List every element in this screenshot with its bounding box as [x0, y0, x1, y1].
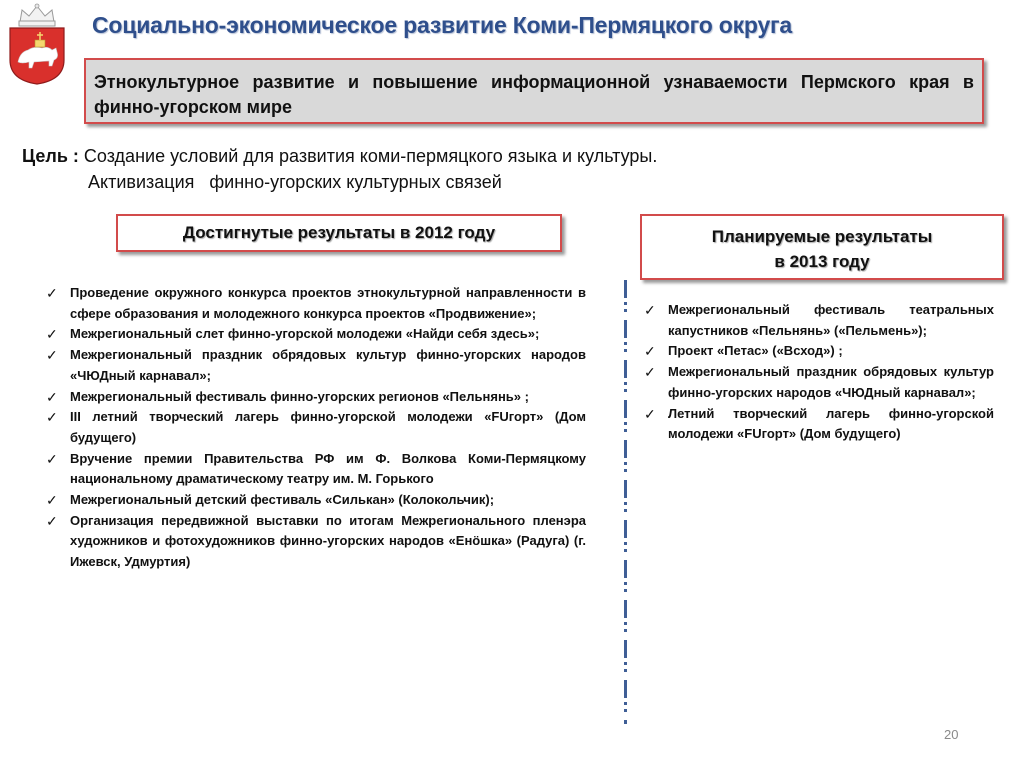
list-item: ✓ Межрегиональный фестиваль финно-угорских регионов «Пельнянь» ; — [40, 387, 586, 408]
checkmark-icon: ✓ — [644, 302, 656, 318]
divider-dot — [624, 622, 627, 625]
divider-dot — [624, 702, 627, 705]
planned-heading-line-2: в 2013 году — [774, 252, 870, 271]
divider-dash — [624, 520, 627, 538]
list-item: ✓ Проведение окружного конкурса проектов этнокультурной направленности в сфере образования и молодежного конкурса проектов «Продвижение»; — [46, 285, 586, 321]
divider-dot — [624, 709, 627, 712]
column-divider — [622, 280, 630, 724]
checkmark-icon: ✓ — [644, 343, 656, 360]
divider-dot — [624, 582, 627, 585]
divider-dash — [624, 560, 627, 578]
planned-results-heading — [640, 214, 1004, 280]
page-number: 20 — [944, 727, 959, 742]
divider-dot — [624, 662, 627, 665]
checkmark-icon: ✓ — [46, 347, 58, 364]
divider-dot — [624, 382, 627, 385]
achieved-results-list — [40, 283, 586, 573]
perm-krai-coat-of-arms-icon — [4, 2, 70, 86]
divider-dot — [624, 669, 627, 672]
list-item: ✓ III летний творческий лагерь финно-угорской молодежи «FUгорт» (Дом будущего) — [46, 409, 586, 445]
divider-dot — [624, 309, 627, 312]
checkmark-icon: ✓ — [46, 450, 58, 467]
divider-dash — [624, 400, 627, 418]
divider-dash — [624, 640, 627, 658]
divider-dash — [624, 360, 627, 378]
divider-dot — [624, 502, 627, 505]
list-item: ✓ Межрегиональный слет финно-угорской молодежи «Найди себя здесь»; — [40, 324, 586, 345]
divider-dot — [624, 429, 627, 432]
divider-dot — [624, 422, 627, 425]
divider-dot — [624, 342, 627, 345]
divider-dot — [624, 469, 627, 472]
planned-heading-line-1: Планируемые результаты — [711, 227, 933, 246]
divider-dash — [624, 320, 627, 338]
list-item: ✓ Вручение премии Правительства РФ им Ф. Волкова Коми-Пермяцкому национальному драматическому театру им. М. Горького — [46, 450, 586, 487]
list-item: ✓ Межрегиональный праздник обрядовых культур финно-угорских народов «ЧЮДный карнавал»; — [644, 364, 994, 400]
goal-label: Цель : — [22, 146, 79, 166]
divider-dot — [624, 462, 627, 465]
checkmark-icon: ✓ — [46, 492, 58, 509]
divider-dash — [624, 720, 627, 724]
goal-line-1 — [22, 146, 657, 167]
list-item: ✓ Межрегиональный детский фестиваль «Силькан» (Колокольчик); — [40, 490, 586, 511]
divider-dot — [624, 509, 627, 512]
divider-dash — [624, 440, 627, 458]
list-item: ✓ Межрегиональный фестиваль театральных капустников «Пельнянь» («Пельмень»); — [644, 302, 994, 338]
theme-text: Этнокультурное развитие и повышение информационной узнаваемости Пермского края в финно-угорском мире — [94, 72, 974, 117]
divider-dash — [624, 600, 627, 618]
divider-dash — [624, 680, 627, 698]
achieved-heading-text: Достигнутые результаты в 2012 году — [182, 223, 496, 242]
checkmark-icon: ✓ — [46, 285, 58, 301]
planned-results-list — [638, 300, 994, 445]
list-item: ✓ Организация передвижной выставки по итогам Межрегионального пленэра художников и фотохудожников финно-угорских народов «Енöшка» (Радуга) (г. Ижевск, Удмуртия) — [46, 512, 586, 570]
achieved-results-heading — [116, 214, 562, 252]
divider-dot — [624, 389, 627, 392]
divider-dot — [624, 549, 627, 552]
divider-dash — [624, 280, 627, 298]
divider-dot — [624, 589, 627, 592]
divider-dot — [624, 542, 627, 545]
checkmark-icon: ✓ — [644, 364, 656, 381]
checkmark-icon: ✓ — [46, 388, 58, 405]
checkmark-icon: ✓ — [644, 405, 656, 422]
theme-banner — [84, 58, 984, 124]
list-item: ✓ Межрегиональный праздник обрядовых культур финно-угорских народов «ЧЮДный карнавал»; — [46, 347, 586, 383]
divider-dot — [624, 349, 627, 352]
goal-line-2: Активизация финно-угорских культурных связей — [88, 172, 502, 192]
divider-dash — [624, 480, 627, 498]
list-item: ✓ Проект «Петас» («Всход») ; — [638, 341, 994, 362]
goal-text-1: Создание условий для развития коми-пермяцкого языка и культуры. — [83, 146, 658, 166]
divider-dot — [624, 629, 627, 632]
list-item: ✓ Летний творческий лагерь финно-угорской молодежи «FUгорт» (Дом будущего) — [644, 405, 994, 442]
slide-title: Социально-экономическое развитие Коми-Пермяцкого округа — [92, 12, 793, 38]
divider-dot — [624, 302, 627, 305]
checkmark-icon: ✓ — [46, 512, 58, 529]
checkmark-icon: ✓ — [46, 326, 58, 343]
checkmark-icon: ✓ — [46, 409, 58, 426]
